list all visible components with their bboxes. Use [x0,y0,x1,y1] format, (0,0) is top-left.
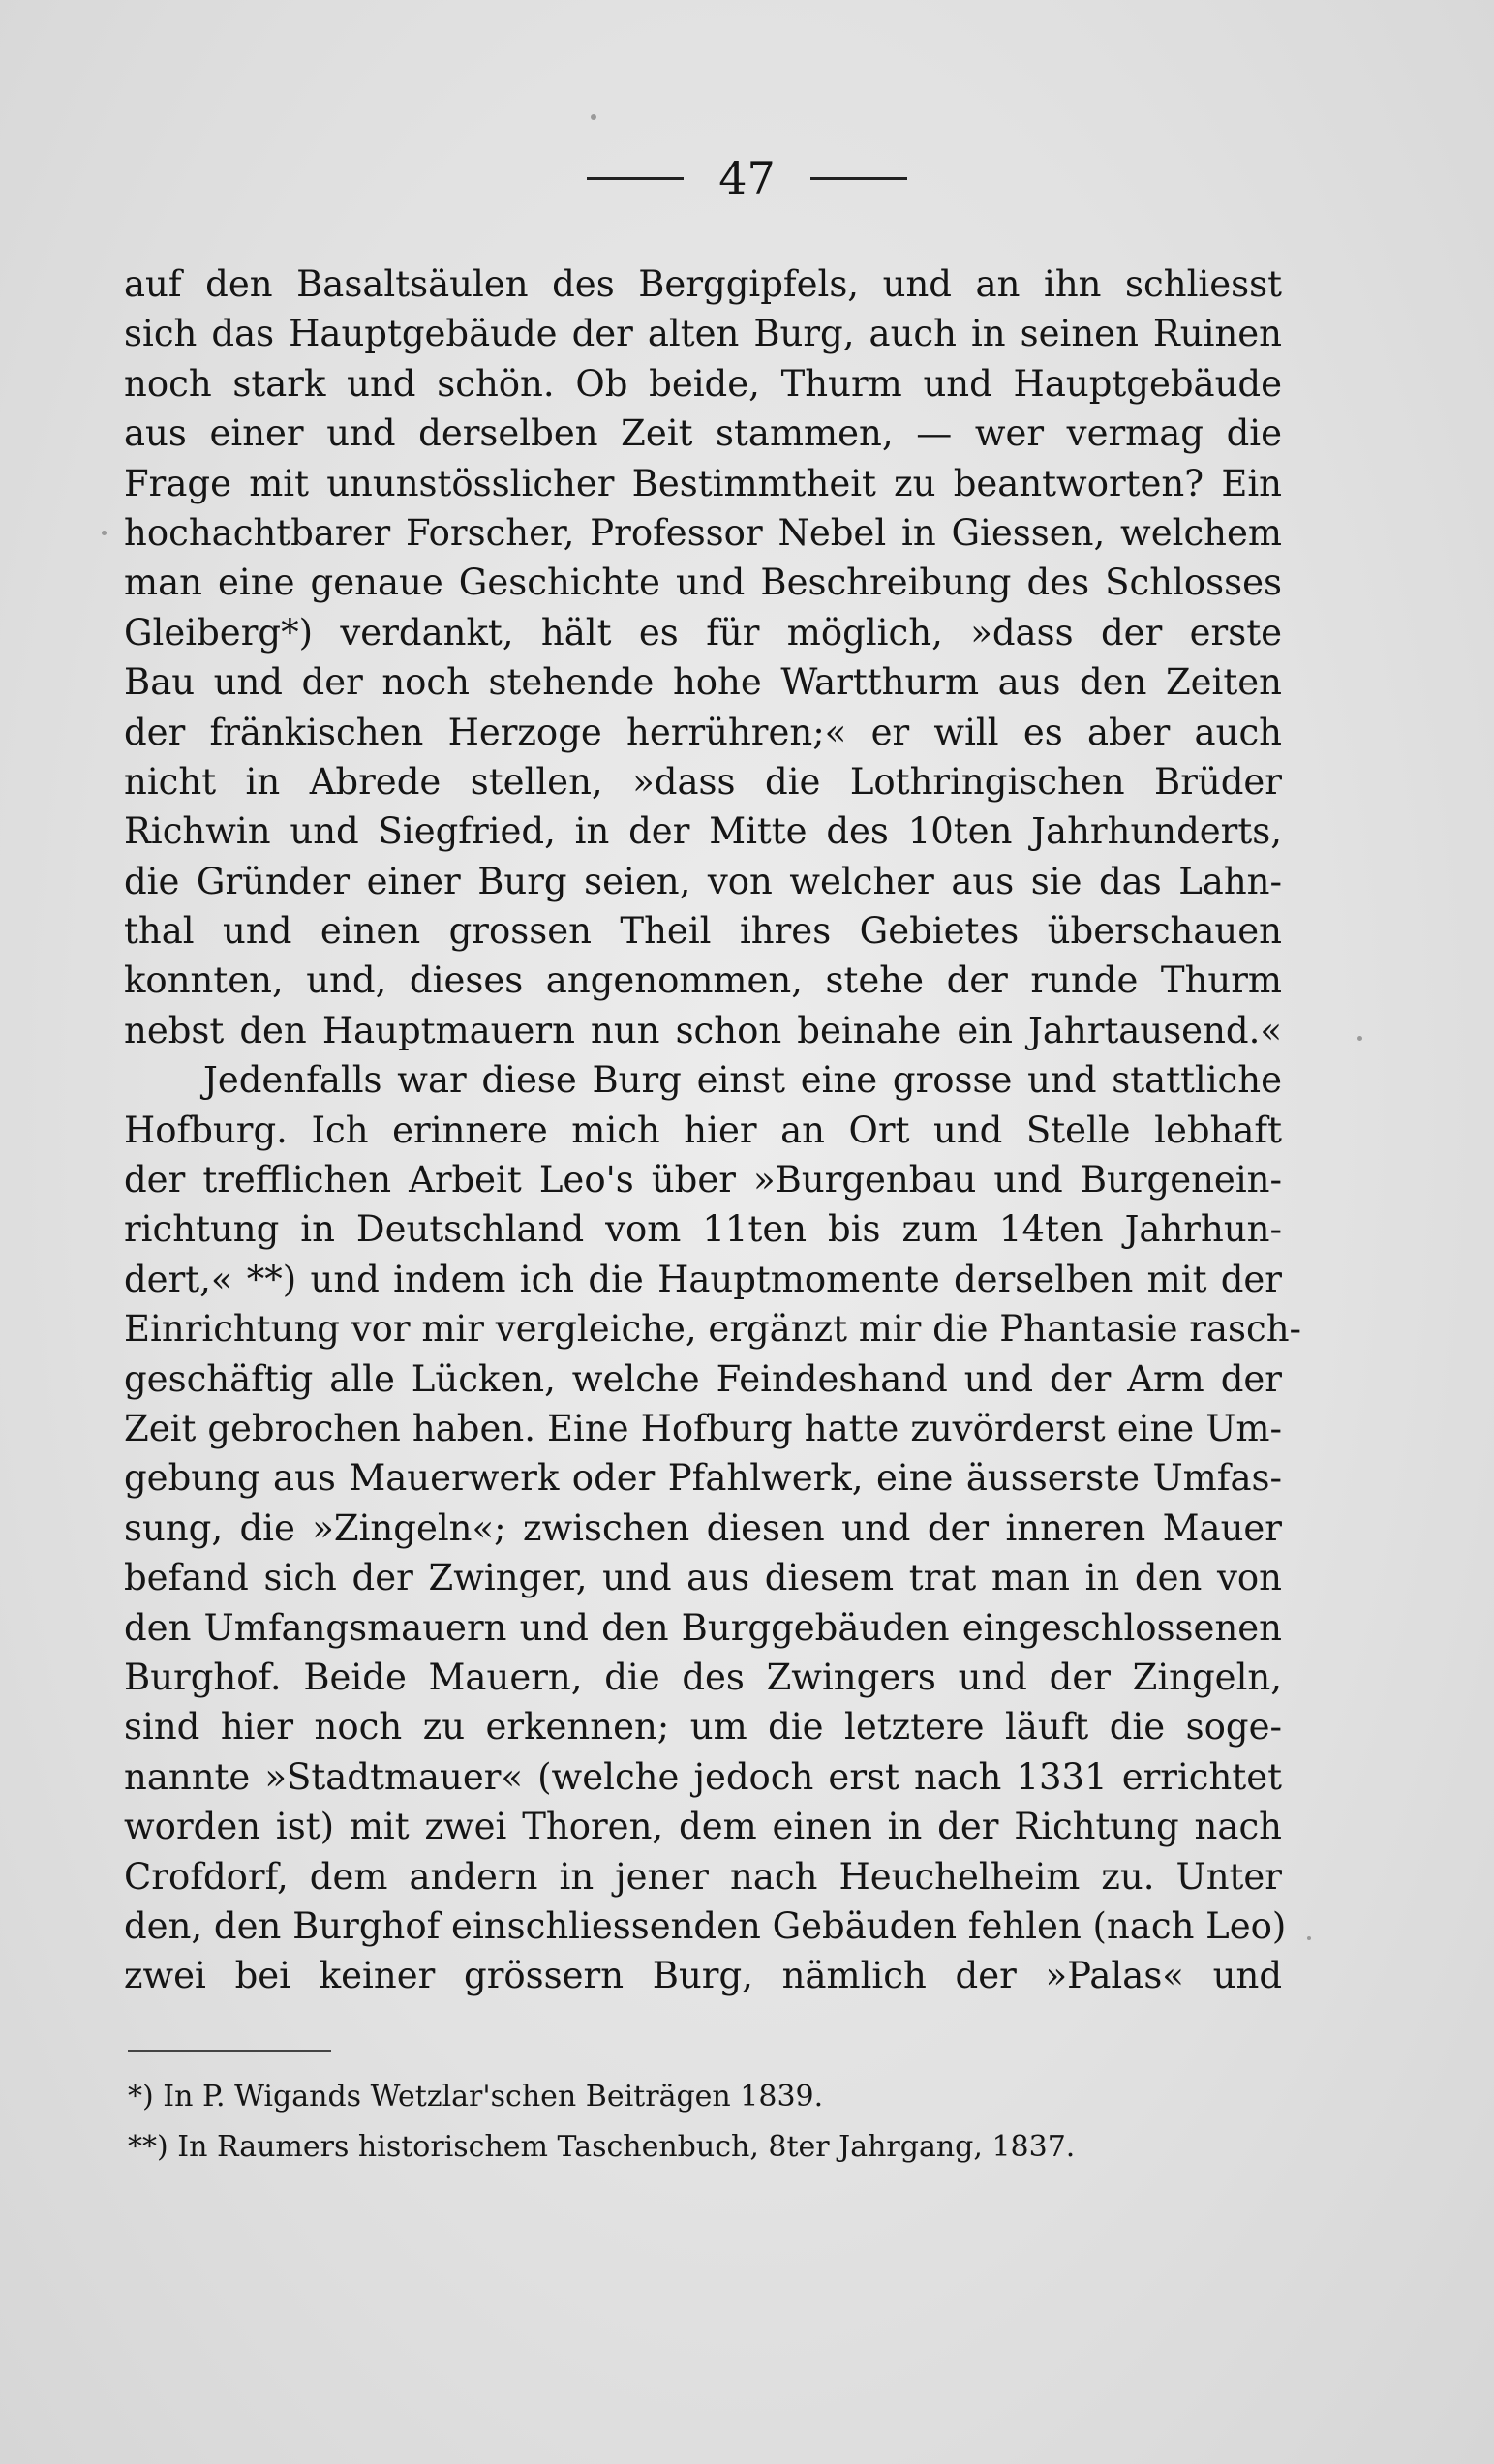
body-text [124,259,1302,2001]
text-line: der fränkischen Herzoge herrühren;« er will es aber auch [124,711,1282,753]
text-line: Zeit gebrochen haben. Eine Hofburg hatte zuvörderst eine Um- [124,1407,1282,1449]
text-line: zwei bei keiner grössern Burg, nämlich der »Palas« und [124,1955,1282,1997]
paper-speck [102,531,107,535]
text-line: Bau und der noch stehende hohe Wartthurm aus den Zeiten [124,661,1282,704]
text-line: den, den Burghof einschliessenden Gebäuden fehlen (nach Leo) [124,1904,1287,1947]
text-line: sind hier noch zu erkennen; um die letztere läuft die soge- [124,1706,1282,1749]
text-line: man eine genaue Geschichte und Beschreibung des Schlosses [124,562,1282,604]
text-line: Hofburg. Ich erinnere mich hier an Ort und Stelle lebhaft [124,1109,1282,1151]
text-line: befand sich der Zwinger, und aus diesem trat man in den von [124,1557,1282,1599]
header-rule-left [587,177,684,180]
text-line: nebst den Hauptmauern nun schon beinahe ein Jahrtausend.« [124,1009,1282,1051]
text-line: sich das Hauptgebäude der alten Burg, auch in seinen Ruinen [124,313,1282,355]
text-line: auf den Basaltsäulen des Berggipfels, und an ihn schliesst [124,263,1282,305]
text-line: Crofdorf, dem andern in jener nach Heuchelheim zu. Unter [124,1855,1282,1898]
text-line: sung, die »Zingeln«; zwischen diesen und der inneren Mauer [124,1506,1282,1549]
paper-speck [591,114,596,120]
footnote-2: **) In Raumers historischem Taschenbuch, 8ter Jahrgang, 1837. [128,2130,1076,2164]
paper-speck [1307,1936,1311,1940]
text-line: Richwin und Siegfried, in der Mitte des 10ten Jahrhunderts, [124,810,1282,853]
header-rule-right [810,177,907,180]
text-line: dert,« **) und indem ich die Hauptmomente derselben mit der [124,1258,1282,1300]
text-line: gebung aus Mauerwerk oder Pfahlwerk, eine äusserste Umfas- [124,1457,1282,1500]
text-line: richtung in Deutschland vom 11ten bis zum 14ten Jahrhun- [124,1208,1282,1251]
text-line: der trefflichen Arbeit Leo's über »Burgenbau und Burgenein- [124,1159,1282,1202]
text-line: Jedenfalls war diese Burg einst eine grosse und stattliche [203,1059,1282,1102]
text-line: konnten, und, dieses angenommen, stehe der runde Thurm [124,959,1282,1002]
text-line: nicht in Abrede stellen, »dass die Lothringischen Brüder [124,760,1282,803]
text-line: die Gründer einer Burg seien, von welcher aus sie das Lahn- [124,860,1282,902]
page-header [0,145,1494,207]
text-line: den Umfangsmauern und den Burggebäuden eingeschlossenen [124,1606,1282,1649]
footnote-separator [128,2050,331,2052]
text-line: geschäftig alle Lücken, welche Feindeshand und der Arm der [124,1357,1282,1400]
text-line: nannte »Stadtmauer« (welche jedoch erst nach 1331 errichtet [124,1755,1282,1798]
text-line: noch stark und schön. Ob beide, Thurm und Hauptgebäude [124,362,1282,405]
text-line: Frage mit ununstösslicher Bestimmtheit zu beantworten? Ein [124,462,1282,504]
text-line: hochachtbarer Forscher, Professor Nebel in Giessen, welchem [124,511,1282,554]
text-line: aus einer und derselben Zeit stammen, — wer vermag die [124,412,1282,455]
text-line: Einrichtung vor mir vergleiche, ergänzt mir die Phantasie rasch- [124,1308,1302,1351]
text-line: Burghof. Beide Mauern, die des Zwingers und der Zingeln, [124,1656,1282,1698]
text-line: worden ist) mit zwei Thoren, dem einen in der Richtung nach [124,1806,1282,1848]
text-line: Gleiberg*) verdankt, hält es für möglich, »dass der erste [124,611,1282,654]
footnotes [128,2072,1193,2173]
footnote-1: *) In P. Wigands Wetzlar'schen Beiträgen 1839. [128,2080,824,2114]
text-line: thal und einen grossen Theil ihres Gebietes überschauen [124,910,1282,953]
paper-speck [1357,1036,1362,1041]
page-number: 47 [718,152,776,204]
